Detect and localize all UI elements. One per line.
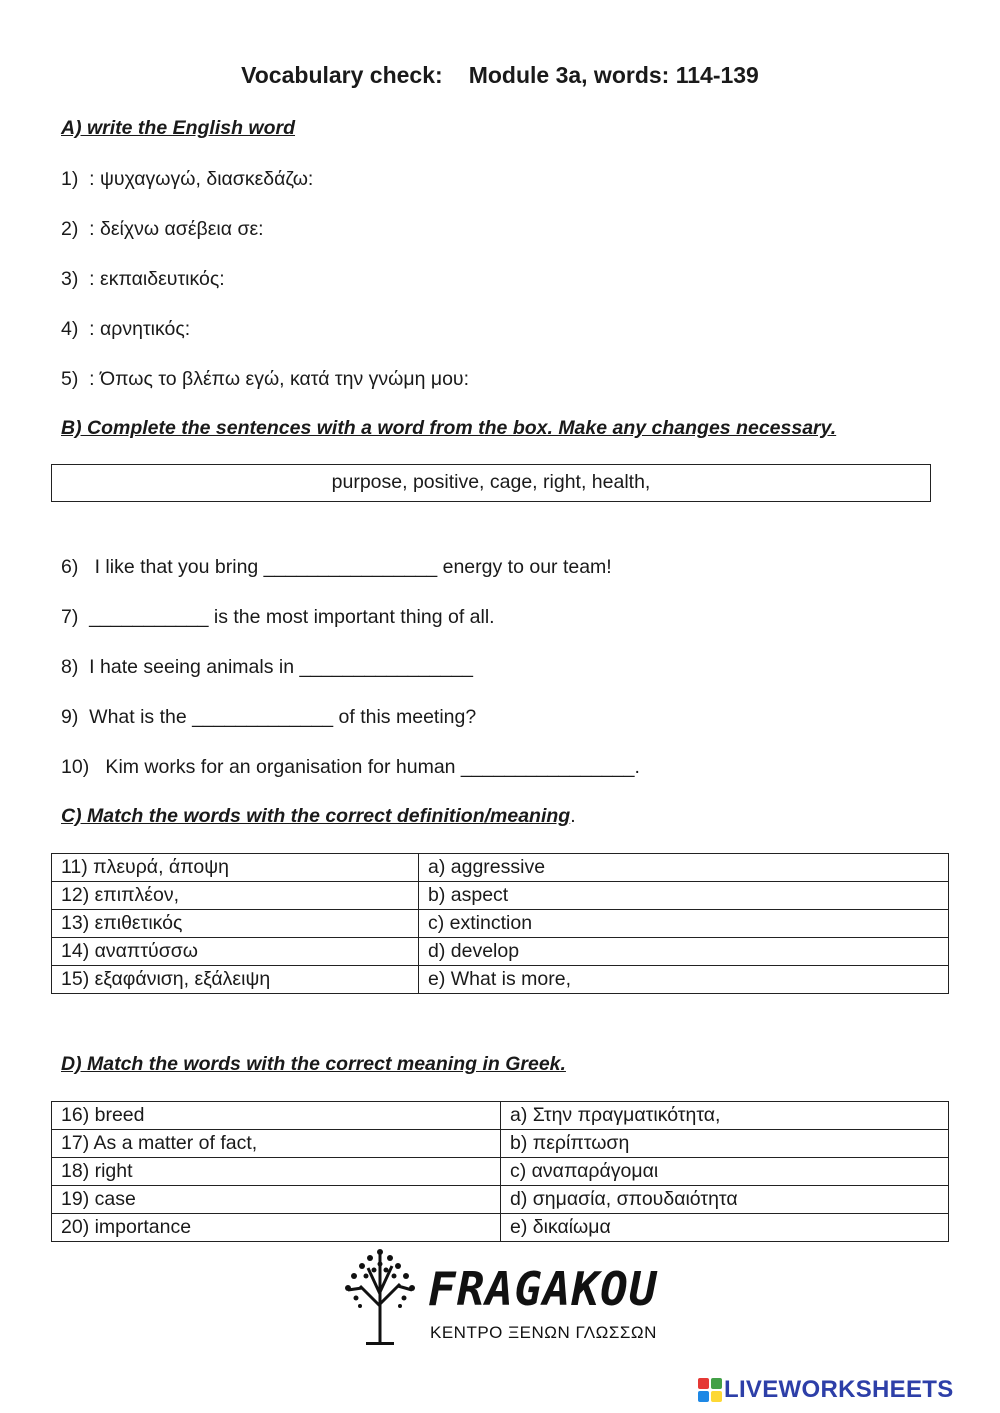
liveworksheets-wordmark[interactable]: LIVEWORKSHEETS	[724, 1376, 954, 1403]
section-d-heading: D) Match the words with the correct meaning in Greek.	[61, 1053, 566, 1075]
table-cell: 19) case	[52, 1186, 501, 1214]
table-cell: 11) πλευρά, άποψη	[52, 854, 419, 882]
question-5: 5) : Όπως το βλέπω εγώ, κατά την γνώμη μου:	[61, 368, 470, 390]
table-cell: 16) breed	[52, 1102, 501, 1130]
table-cell: 15) εξαφάνιση, εξάλειψη	[52, 966, 419, 994]
table-row	[52, 1214, 949, 1242]
section-c-heading-tail: .	[570, 805, 576, 827]
question-8: 8) I hate seeing animals in ________________	[61, 656, 473, 678]
table-row	[52, 1102, 949, 1130]
table-row	[52, 882, 949, 910]
page-title	[0, 62, 1000, 89]
table-cell: b) aspect	[419, 882, 949, 910]
table-cell: b) περίπτωση	[501, 1130, 949, 1158]
table-cell: e) What is more,	[419, 966, 949, 994]
table-row	[52, 1186, 949, 1214]
table-cell: 17) As a matter of fact,	[52, 1130, 501, 1158]
title-left: Vocabulary check:	[241, 62, 443, 88]
section-b-heading: B) Complete the sentences with a word from the box. Make any changes necessary.	[61, 417, 837, 439]
table-row	[52, 910, 949, 938]
section-a-heading: A) write the English word	[61, 117, 296, 139]
tree-logo-icon	[340, 1246, 420, 1346]
table-cell: c) extinction	[419, 910, 949, 938]
question-7: 7) ___________ is the most important thing of all.	[61, 606, 495, 628]
table-row	[52, 1158, 949, 1186]
table-cell: e) δικαίωμα	[501, 1214, 949, 1242]
question-10: 10) Kim works for an organisation for human ________________.	[61, 756, 640, 778]
title-right: Module 3a, words: 114-139	[468, 62, 759, 88]
section-c-heading-text: C) Match the words with the correct definition/meaning	[61, 805, 571, 827]
table-cell: 20) importance	[52, 1214, 501, 1242]
match-table-c	[51, 853, 949, 994]
question-6: 6) I like that you bring ________________ energy to our team!	[61, 556, 612, 578]
question-1: 1) : ψυχαγωγώ, διασκεδάζω:	[61, 168, 314, 190]
table-row	[52, 854, 949, 882]
question-3: 3) : εκπαιδευτικός:	[61, 268, 225, 290]
brand-subtitle: ΚΕΝΤΡΟ ΞΕΝΩΝ ΓΛΩΣΣΩΝ	[430, 1323, 657, 1342]
brand-name: FRAGAKOU	[428, 1262, 658, 1316]
match-table-d	[51, 1101, 949, 1242]
word-box: purpose, positive, cage, right, health,	[51, 464, 931, 502]
table-cell: d) σημασία, σπουδαιότητα	[501, 1186, 949, 1214]
table-cell: d) develop	[419, 938, 949, 966]
section-c-heading	[61, 805, 576, 828]
table-row	[52, 966, 949, 994]
table-cell: 13) επιθετικός	[52, 910, 419, 938]
liveworksheets-logo-icon	[698, 1378, 722, 1402]
table-cell: 14) αναπτύσσω	[52, 938, 419, 966]
table-row	[52, 1130, 949, 1158]
table-cell: 18) right	[52, 1158, 501, 1186]
question-9: 9) What is the _____________ of this meeting?	[61, 706, 477, 728]
table-cell: a) aggressive	[419, 854, 949, 882]
table-cell: a) Στην πραγματικότητα,	[501, 1102, 949, 1130]
question-4: 4) : αρνητικός:	[61, 318, 191, 340]
question-2: 2) : δείχνω ασέβεια σε:	[61, 218, 264, 240]
table-row	[52, 938, 949, 966]
table-cell: 12) επιπλέον,	[52, 882, 419, 910]
table-cell: c) αναπαράγομαι	[501, 1158, 949, 1186]
